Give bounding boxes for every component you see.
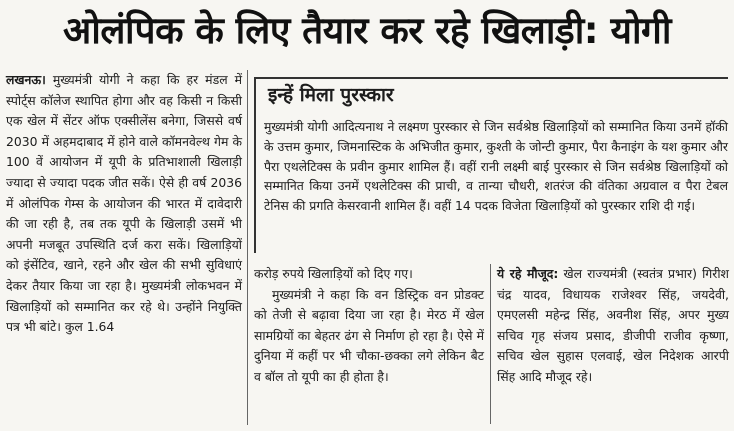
headline: ओलंपिक के लिए तैयार कर रहे खिलाड़ी: योगी bbox=[63, 9, 671, 52]
column-divider bbox=[247, 70, 248, 425]
right-column bbox=[497, 264, 729, 388]
right-paragraph bbox=[497, 264, 729, 388]
award-box bbox=[254, 77, 728, 253]
present-label: ये रहे मौजूद: bbox=[497, 266, 559, 281]
middle-paragraph-2: मुख्यमंत्री ने कहा कि वन डिस्ट्रिक वन प्रोडक्ट को तेजी से बढ़ावा दिया जा रहा है। मेरठ में खेल सामग्रियों का बेहतर ढंग से निर्माण हो रहा है। ऐसे में दुनिया में कहीं पर भी चौका-छक्का लगे लेकिन बैट व बॉल तो यूपी का ही होता है। bbox=[254, 286, 484, 384]
left-paragraph bbox=[6, 70, 242, 338]
award-box-text: मुख्यमंत्री योगी आदित्यनाथ ने लक्ष्मण पुरस्कार से जिन सर्वश्रेष्ठ खिलाड़ियों को सम्मानित किया उनमें हॉकी के उत्तम कुमार, जिमनास्टिक के अभिजीत कुमार, कुश्ती के जोन्टी कुमार, पैरा कैनाइंग के यश कुमार और पैरा एथलेटिक्स के प्रवीन कुमार शामिल हैं। वहीं रानी लक्ष्मी बाई पुरस्कार से जिन सर्वश्रेष्ठ खिलाड़ियों को सम्मानित किया उनमें एथलेटिक्स की प्राची, व तान्या चौधरी, शतरंज की वंतिका अग्रवाल व पैरा टेबल टेनिस की प्रगति केसरवानी शामिल हैं। वहीं 14 पदक विजेता खिलाड़ियों को पुरस्कार राशि दी गई। bbox=[264, 119, 728, 214]
middle-column bbox=[254, 264, 484, 388]
award-box-heading: इन्हें मिला पुरस्कार bbox=[268, 84, 394, 106]
dateline: लखनऊ। bbox=[6, 72, 46, 87]
middle-paragraph-1: करोड़ रुपये खिलाड़ियों को दिए गए। bbox=[254, 266, 413, 281]
left-text: मुख्यमंत्री योगी ने कहा कि हर मंडल में स्पोर्ट्स कॉलेज स्थापित होगा और वह किसी न किसी एक खेल में सेंटर ऑफ एक्सीलेंस बनेगा, जिससे वर्ष 2030 में अहमदाबाद में होने वाले कॉमनवेल्थ गेम के 100 वें आयोजन में यूपी के प्रतिभाशाली खिलाड़ी ज्यादा से ज्यादा पदक जीत सकें। ऐसे ही वर्ष 2036 में ओलंपिक गेम्स के आयोजन की भारत में दावेदारी की जा रही है, तब तक यूपी के खिलाड़ी उसमें भी अपनी मजबूत उपस्थिति दर्ज करा सकें। खिलाड़ियों को इंसेंटिव, खाने, रहने और खेल की सभी सुविधाएं देकर तैयार किया जा रहा है। मुख्यमंत्री लोकभवन में खिलाड़ियों को सम्मानित कर रहे थे। उन्होंने नियुक्ति पत्र भी बांटे। कुल 1.64 bbox=[6, 72, 242, 335]
column-divider-2 bbox=[490, 264, 491, 424]
left-column bbox=[6, 70, 242, 338]
present-text: खेल राज्यमंत्री (स्वतंत्र प्रभार) गिरीश चंद्र यादव, विधायक राजेश्वर सिंह, जयदेवी, एमएलसी महेन्द्र सिंह, अवनीश सिंह, अपर मुख्य सचिव गृह संजय प्रसाद, डीजीपी राजीव कृष्णा, सचिव खेल सुहास एलवाई, खेल निदेशक आरपी सिंह आदि मौजूद रहे। bbox=[497, 266, 729, 384]
